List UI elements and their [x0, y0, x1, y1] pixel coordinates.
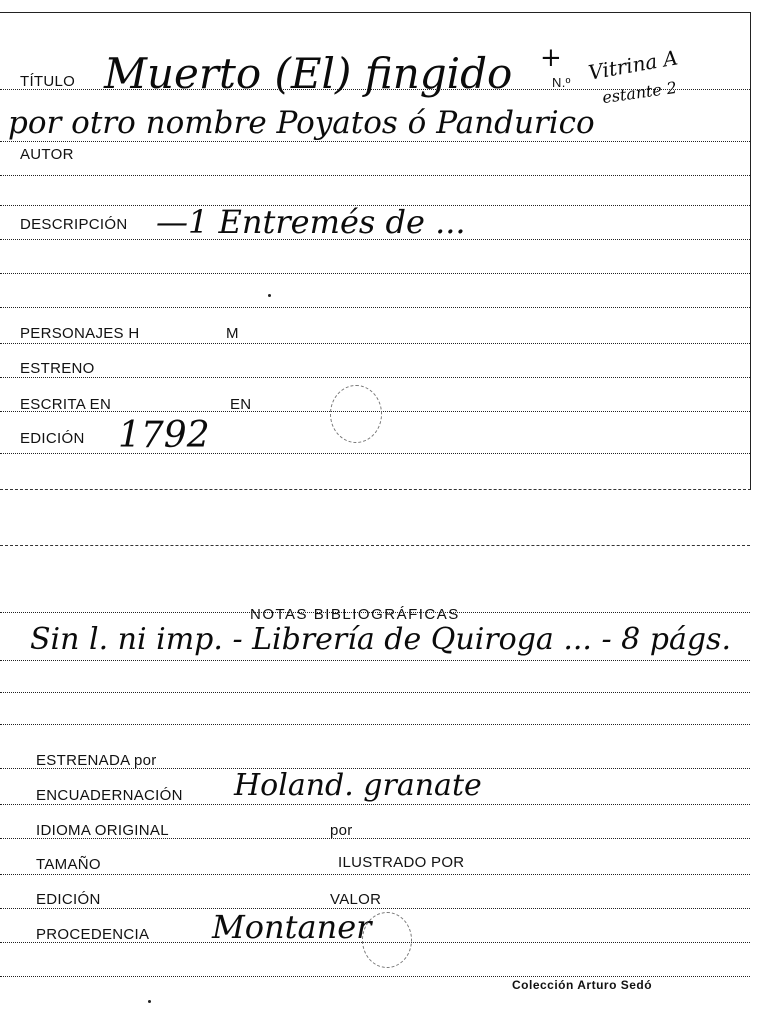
shelf-estante: estante 2 — [601, 77, 679, 108]
descripcion-label: DESCRIPCIÓN — [20, 216, 128, 233]
collection-stamp: Colección Arturo Sedó — [512, 978, 653, 992]
escrita-en-label: ESCRITA EN — [20, 396, 112, 413]
ruled-line — [0, 453, 750, 454]
ruled-line — [0, 692, 750, 693]
edicion-label: EDICIÓN — [36, 891, 101, 908]
procedencia-label: PROCEDENCIA — [36, 926, 150, 943]
valor-label: VALOR — [330, 891, 382, 908]
catalog-card-front — [0, 12, 751, 490]
ruled-line — [0, 874, 750, 875]
title-handwriting-line2: por otro nombre Poyatos ó Pandurico — [8, 105, 595, 141]
ruled-line — [0, 141, 750, 142]
ruled-line — [0, 273, 750, 274]
estrenada-por-label: ESTRENADA por — [36, 752, 157, 769]
edicion-year-handwriting: 1792 — [118, 415, 210, 456]
procedencia-handwriting: Montaner — [212, 908, 372, 946]
personajes-label: PERSONAJES H — [20, 325, 140, 342]
ilustrado-por-label: ILUSTRADO POR — [338, 854, 465, 871]
encuadernacion-label: ENCUADERNACIÓN — [36, 787, 183, 804]
ink-speck — [268, 294, 271, 297]
ruled-line — [0, 660, 750, 661]
ink-speck — [148, 1000, 151, 1003]
ruled-line — [0, 908, 750, 909]
ruled-line — [0, 175, 750, 176]
edicion-label: EDICIÓN — [20, 430, 85, 447]
ruled-line — [0, 804, 750, 805]
por-label: por — [330, 822, 353, 839]
shelf-cross-mark: + — [540, 43, 562, 73]
notas-handwriting: Sin l. ni imp. - Librería de Quiroga ... - 8 págs. — [30, 622, 731, 657]
notas-bibliograficas-title: NOTAS BIBLIOGRÁFICAS — [250, 606, 460, 623]
punch-hole — [362, 912, 412, 968]
en-label: EN — [230, 396, 252, 413]
autor-label: AUTOR — [20, 146, 74, 163]
punch-hole — [330, 385, 382, 443]
encuadernacion-handwriting: Holand. granate — [234, 768, 482, 803]
catalog-card-back — [0, 545, 750, 992]
shelf-number-label: N.º — [552, 75, 571, 90]
ruled-line — [0, 724, 750, 725]
shelf-vitrina: Vitrina A — [586, 45, 680, 85]
ruled-line — [0, 976, 750, 977]
personajes-m-label: M — [226, 325, 239, 342]
estreno-label: ESTRENO — [20, 360, 95, 377]
ruled-line — [0, 377, 750, 378]
title-handwriting: Muerto (El) fingido — [104, 49, 513, 98]
ruled-line — [0, 343, 750, 344]
tamano-label: TAMAÑO — [36, 856, 101, 873]
descripcion-handwriting: —1 Entremés de ... — [156, 203, 466, 241]
idioma-original-label: IDIOMA ORIGINAL — [36, 822, 169, 839]
titulo-label: TÍTULO — [20, 73, 76, 90]
ruled-line — [0, 307, 750, 308]
